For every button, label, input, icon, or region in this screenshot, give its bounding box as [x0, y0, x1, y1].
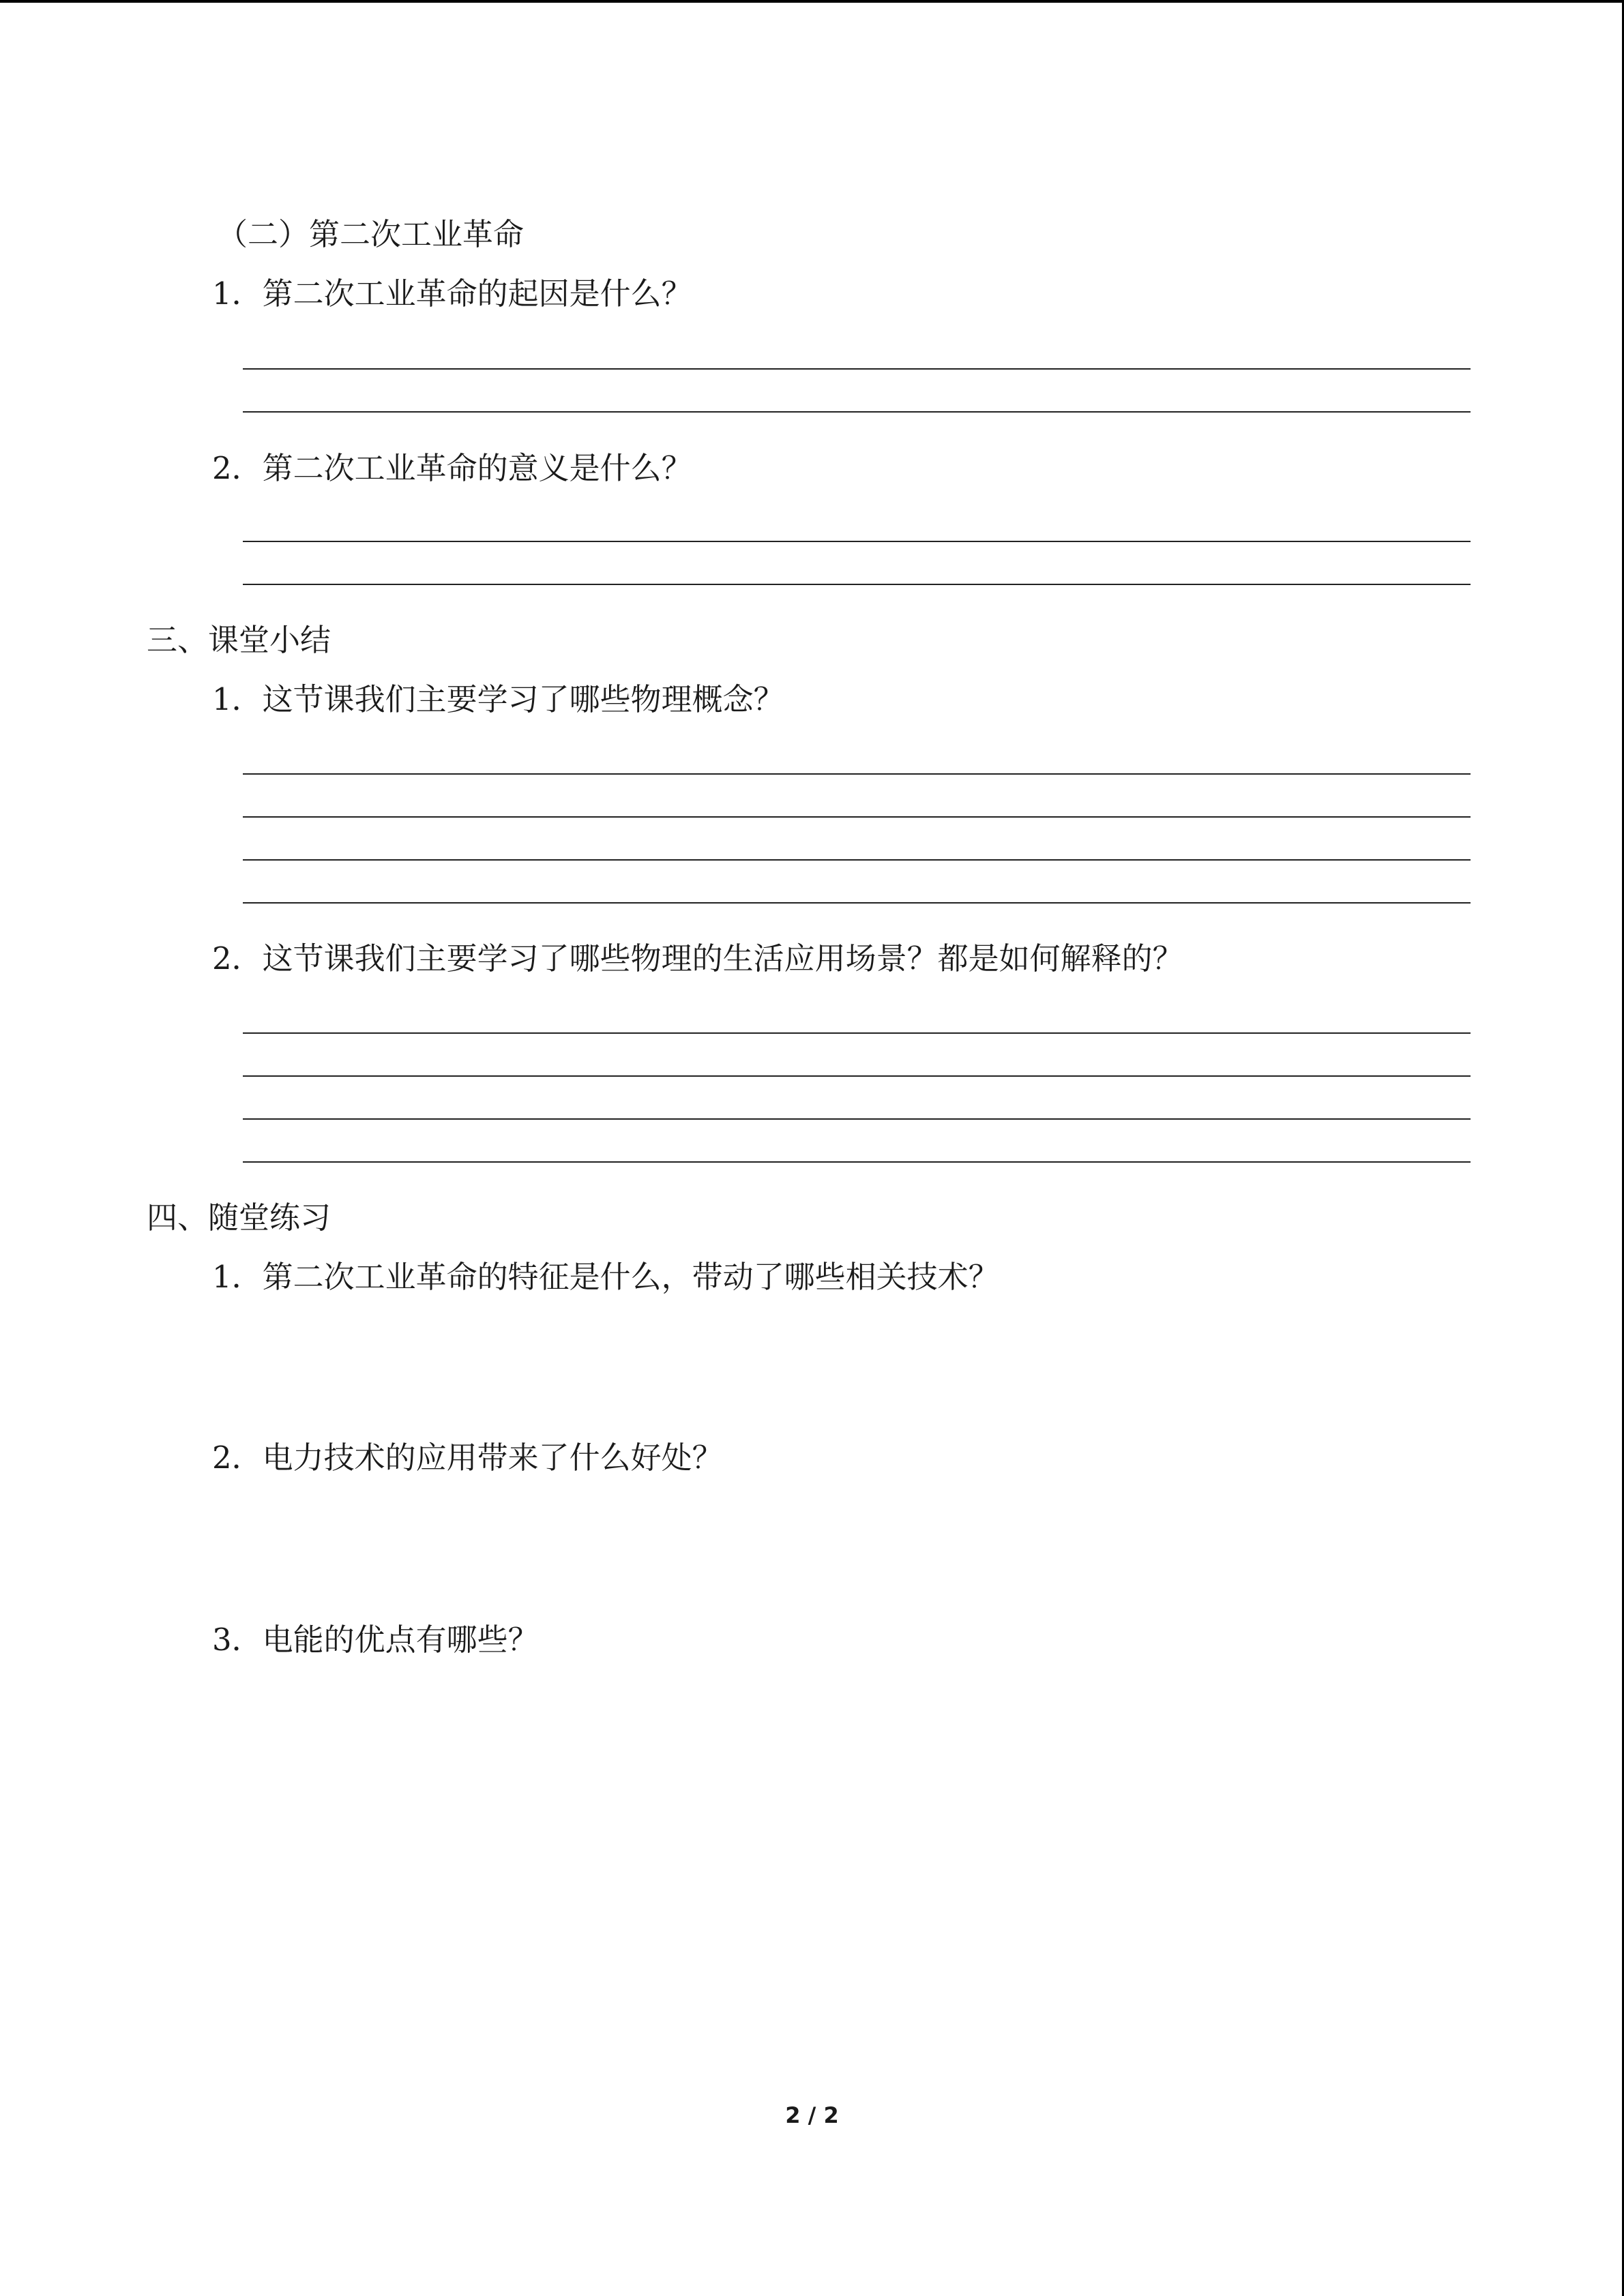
- question-physics-concepts: 1．这节课我们主要学习了哪些物理概念？: [212, 681, 784, 717]
- page-top-border: [0, 0, 1624, 3]
- answer-line[interactable]: [243, 773, 1471, 775]
- answer-line[interactable]: [243, 411, 1471, 413]
- answer-line[interactable]: [243, 816, 1471, 818]
- answer-line[interactable]: [243, 368, 1471, 370]
- question-features: 1．第二次工业革命的特征是什么，带动了哪些相关技术？: [212, 1259, 999, 1295]
- answer-line[interactable]: [243, 1118, 1471, 1120]
- section-heading-practice: 四、随堂练习: [147, 1199, 331, 1236]
- page-number: 2 / 2: [785, 2102, 839, 2128]
- answer-line[interactable]: [243, 584, 1471, 585]
- answer-line[interactable]: [243, 859, 1471, 861]
- question-cause: 1．第二次工业革命的起因是什么？: [212, 275, 692, 312]
- question-electric-energy-advantages: 3．电能的优点有哪些？: [212, 1622, 539, 1658]
- section-heading-second-industrial-revolution: （二）第二次工业革命: [217, 216, 525, 252]
- answer-line[interactable]: [243, 902, 1471, 904]
- answer-line[interactable]: [243, 1075, 1471, 1077]
- section-heading-summary: 三、课堂小结: [147, 622, 331, 658]
- answer-line[interactable]: [243, 541, 1471, 542]
- question-significance: 2．第二次工业革命的意义是什么？: [212, 450, 692, 486]
- question-life-applications: 2．这节课我们主要学习了哪些物理的生活应用场景？都是如何解释的？: [212, 940, 1183, 976]
- answer-line[interactable]: [243, 1032, 1471, 1034]
- question-electricity-benefits: 2．电力技术的应用带来了什么好处？: [212, 1440, 723, 1476]
- answer-line[interactable]: [243, 1161, 1471, 1163]
